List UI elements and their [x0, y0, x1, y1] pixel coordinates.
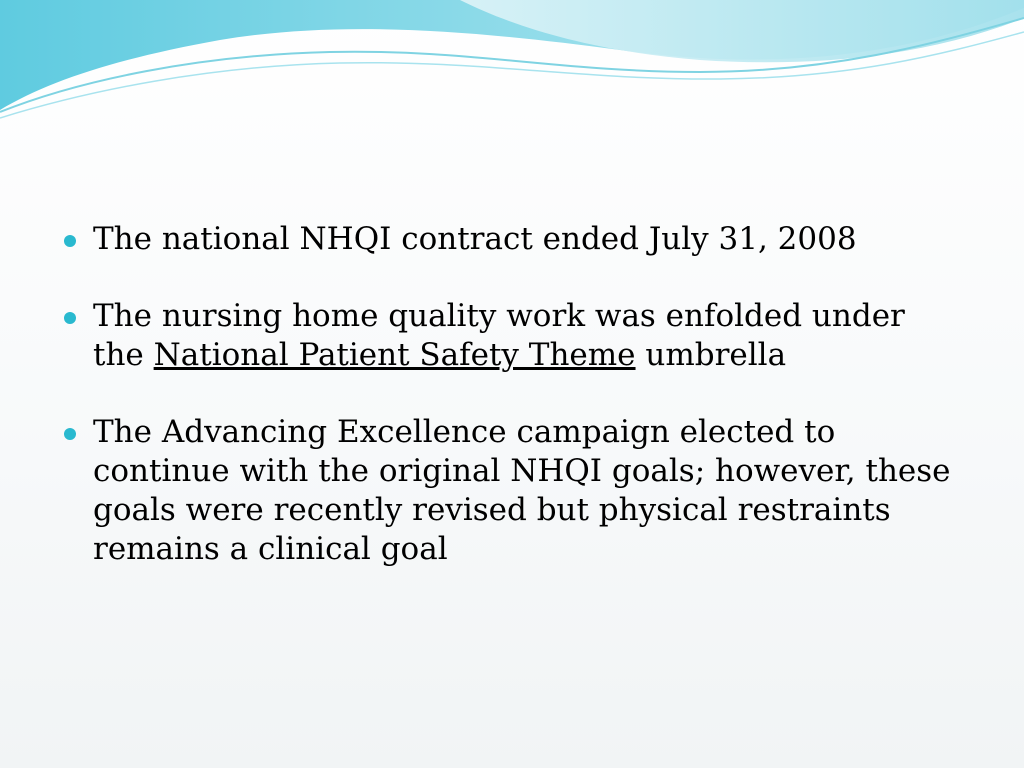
bullet-text-end: umbrella	[635, 337, 787, 373]
bullet-dot-icon	[64, 235, 76, 247]
bullet-item-1	[62, 220, 962, 259]
bullet-item-3	[62, 413, 962, 569]
bullet-item-2	[62, 297, 962, 375]
bullet-text: The Advancing Excellence campaign elected to continue with the original NHQI goals; however, these goals were recently revised but physical restraints remains a clinical goal	[93, 414, 951, 567]
header-wave-decoration	[0, 0, 1024, 130]
national-patient-safety-theme-link[interactable]: National Patient Safety Theme	[153, 337, 636, 373]
bullet-dot-icon	[64, 312, 76, 324]
bullet-dot-icon	[64, 428, 76, 440]
bullet-text: The national NHQI contract ended July 31, 2008	[93, 221, 857, 257]
bullet-list	[62, 220, 962, 607]
bullet-text-start: The nursing home quality work was enfolded under the	[93, 298, 905, 373]
